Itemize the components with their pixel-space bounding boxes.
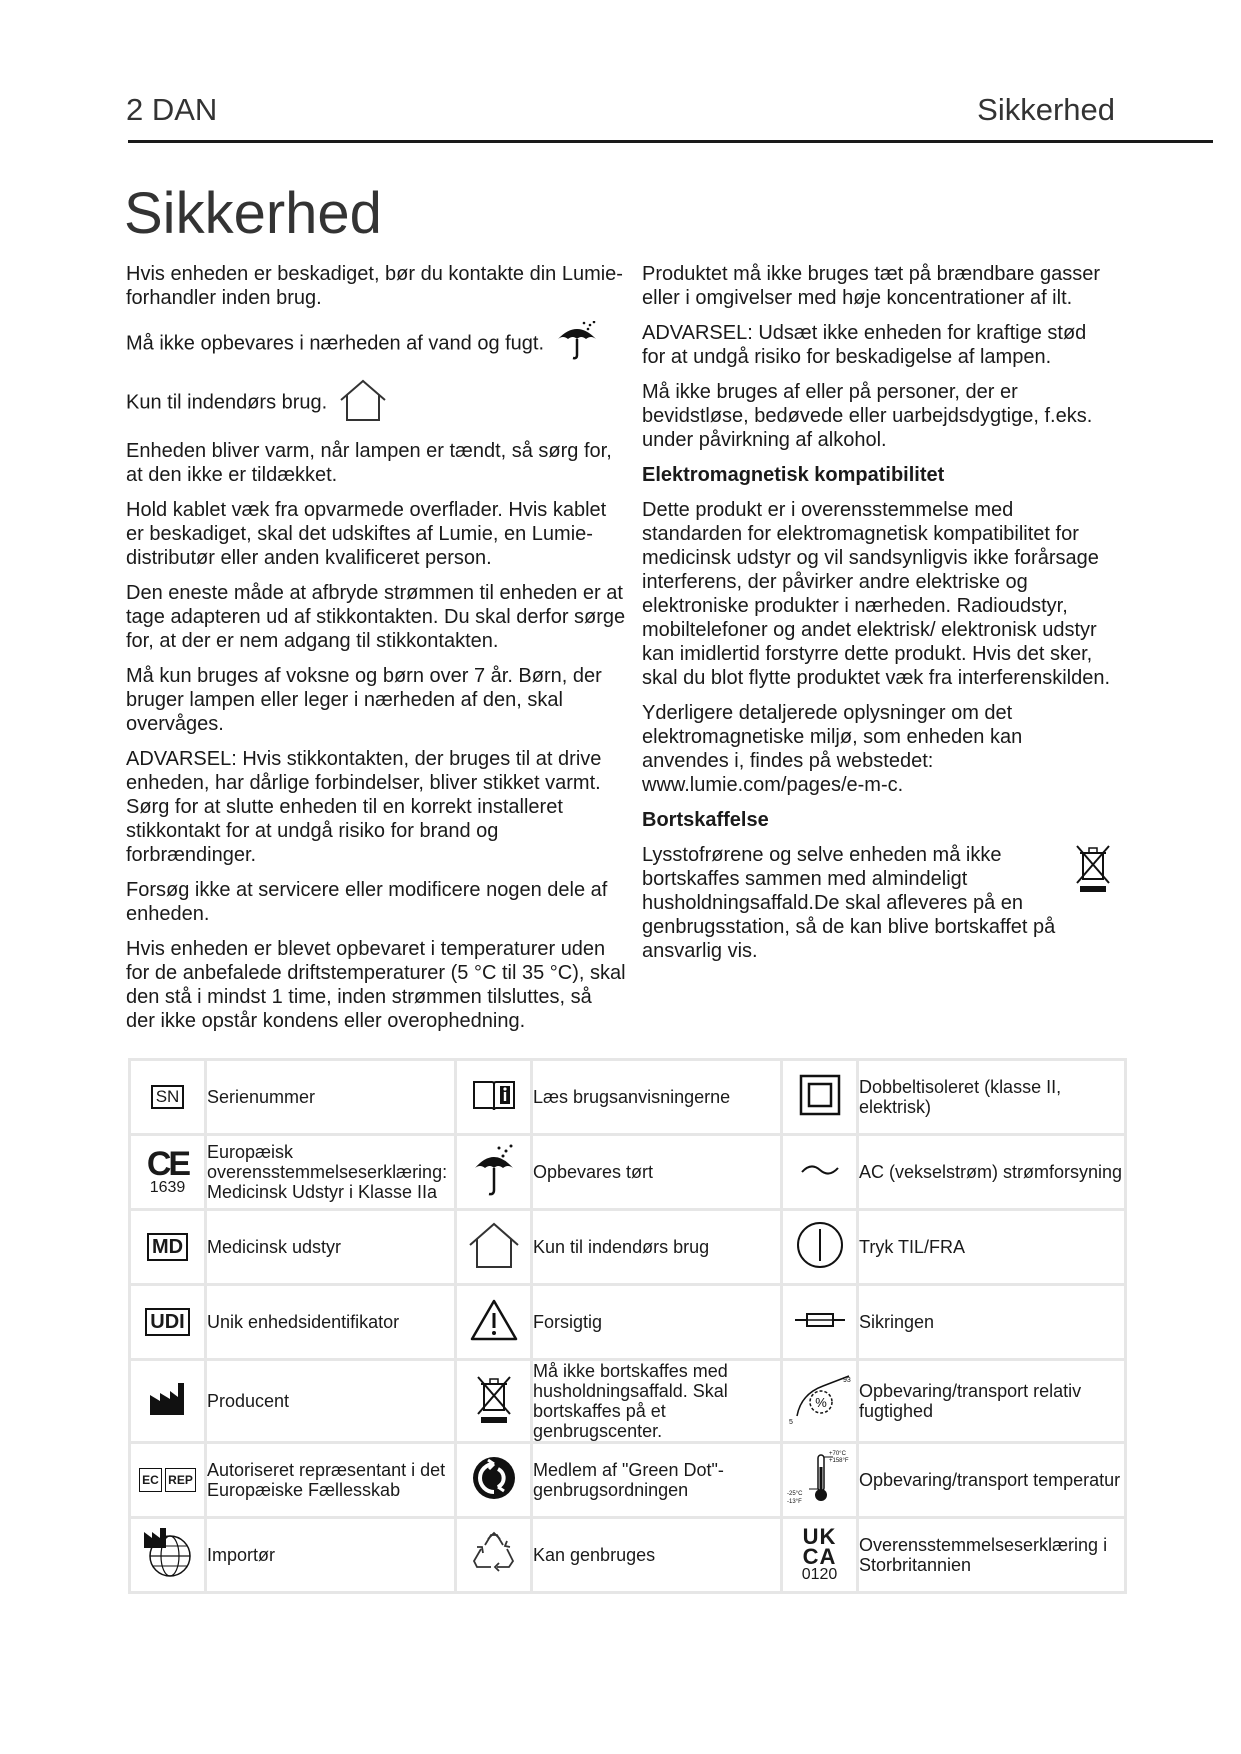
- table-row: [130, 1285, 1126, 1360]
- symbol-label: Importør: [206, 1518, 456, 1593]
- house-icon: [337, 378, 389, 428]
- table-row: [130, 1518, 1126, 1593]
- read-instructions-icon: [456, 1060, 532, 1135]
- symbol-label: Opbevaring/transport relativ fugtighed: [858, 1360, 1126, 1443]
- symbol-label: Tryk TIL/FRA: [858, 1210, 1126, 1285]
- disposal-text: Lysstofrørene og selve enheden må ikke bortskaffes sammen med almindeligt husholdningsaffald.De skal afleveres på en genbrugsstation, så de kan blive bortskaffet på ansvarlig vis.: [642, 844, 1056, 962]
- symbol-label: Dobbeltisoleret (klasse II, elektrisk): [858, 1060, 1126, 1135]
- safety-paragraph: [126, 321, 626, 367]
- serial-number-icon: SN: [130, 1060, 206, 1135]
- table-row: [130, 1210, 1126, 1285]
- symbol-label: Sikringen: [858, 1285, 1126, 1360]
- power-switch-icon: [782, 1210, 858, 1285]
- udi-icon: UDI: [130, 1285, 206, 1360]
- humidity-limit-icon: [782, 1360, 858, 1443]
- header-section-number: 2 DAN: [126, 92, 218, 127]
- symbol-label: Kun til indendørs brug: [532, 1210, 782, 1285]
- safety-paragraph: Produktet må ikke bruges tæt på brændbare gasser eller i omgivelser med høje koncentrationer af ilt.: [642, 263, 1101, 309]
- safety-paragraph: Hvis enheden er beskadiget, bør du kontakte din Lumie-forhandler inden brug.: [126, 263, 623, 309]
- svg-text:+158°F: +158°F: [828, 1458, 849, 1464]
- weee-bin-icon: [1074, 843, 1112, 899]
- right-column: [642, 262, 1112, 974]
- svg-text:%: %: [814, 1395, 827, 1410]
- symbol-label: Opbevaring/transport temperatur: [858, 1443, 1126, 1518]
- umbrella-icon: [554, 321, 600, 367]
- symbol-label: Medicinsk udstyr: [206, 1210, 456, 1285]
- recyclable-icon: [456, 1518, 532, 1593]
- symbol-label: Serienummer: [206, 1060, 456, 1135]
- importer-icon: [130, 1518, 206, 1593]
- ec-rep-icon: EC REP: [130, 1443, 206, 1518]
- safety-paragraph: Må ikke bruges af eller på personer, der er bevidstløse, bedøvede eller uarbejdsdygtige, f.eks. under påvirkning af alkohol.: [642, 381, 1093, 451]
- symbol-label: Må ikke bortskaffes med husholdningsaffald. Skal bortskaffes på et genbrugscenter.: [532, 1360, 782, 1443]
- safety-paragraph: Hvis enheden er blevet opbevaret i temperaturer uden for de anbefalede driftstemperaturer (5 °C til 35 °C), skal den stå i mindst 1 time, inden strømmen tilsluttes, så der ikke opstår kondens eller overophedning.: [126, 938, 626, 1032]
- green-dot-icon: [456, 1443, 532, 1518]
- umbrella-icon: [456, 1135, 532, 1210]
- ce-mark-icon: CE 1639: [130, 1135, 206, 1210]
- svg-text:-13°F: -13°F: [786, 1499, 802, 1505]
- safety-paragraph: Må kun bruges af voksne og børn over 7 år. Børn, der bruger lampen eller leger i nærheden af den, skal overvåges.: [126, 665, 602, 735]
- header-section-title: Sikkerhed: [977, 92, 1115, 127]
- keep-dry-note: Må ikke opbevares i nærheden af vand og fugt.: [126, 332, 545, 355]
- symbol-label: Forsigtig: [532, 1285, 782, 1360]
- safety-paragraph: Hold kablet væk fra opvarmede overflader. Hvis kablet er beskadiget, skal det udskiftes af Lumie, en Lumie-distributør eller anden kvalificeret person.: [126, 499, 607, 569]
- emc-paragraph: Dette produkt er i overensstemmelse med standarden for elektromagnetisk kompatibilitet for medicinsk udstyr og vil sandsynligvis ikke forårsage interferens, der påvirker andre elektriske og elektroniske produkter i nærheden. Radioudstyr, mobiltelefoner og andet elektrisk/ elektronisk udstyr kan imidlertid forstyrre dette produkt. Hvis det sker, skal du blot flytte produktet væk fra interferenskilden.: [642, 499, 1111, 689]
- table-row: [130, 1135, 1126, 1210]
- safety-paragraph: Forsøg ikke at servicere eller modificere nogen dele af enheden.: [126, 879, 608, 925]
- house-icon: [456, 1210, 532, 1285]
- caution-icon: [456, 1285, 532, 1360]
- ac-current-icon: [782, 1135, 858, 1210]
- symbol-label: Producent: [206, 1360, 456, 1443]
- table-row: [130, 1360, 1126, 1443]
- symbol-label: Læs brugsanvisningerne: [532, 1060, 782, 1135]
- symbol-label: Overensstemmelseserklæring i Storbritannien: [858, 1518, 1126, 1593]
- emc-heading: Elektromagnetisk kompatibilitet: [642, 464, 945, 486]
- symbol-label: Unik enhedsidentifikator: [206, 1285, 456, 1360]
- safety-paragraph: Den eneste måde at afbryde strømmen til enheden er at tage adapteren ud af stikkontakten. Du skal derfor sørge for, at der er nem adgang til stikkontakten.: [126, 582, 626, 652]
- ukca-mark-icon: UK CA 0120: [782, 1518, 858, 1593]
- indoor-use-note: Kun til indendørs brug.: [126, 391, 328, 414]
- manufacturer-icon: [130, 1360, 206, 1443]
- safety-paragraph: Enheden bliver varm, når lampen er tændt, så sørg for, at den ikke er tildækket.: [126, 440, 612, 486]
- header-divider: [128, 140, 1213, 143]
- symbol-table: [128, 1058, 1127, 1594]
- svg-text:93: 93: [842, 1377, 851, 1384]
- svg-text:-25°C: -25°C: [786, 1491, 802, 1497]
- safety-paragraph: ADVARSEL: Udsæt ikke enheden for kraftige stød for at undgå risiko for beskadigelse af lampen.: [642, 322, 1087, 368]
- symbol-label: Autoriseret repræsentant i det Europæiske Fællesskab: [206, 1443, 456, 1518]
- safety-paragraph: ADVARSEL: Hvis stikkontakten, der bruges til at drive enheden, har dårlige forbindelser, bliver stikket varmt. Sørg for at slutte enheden til en korrekt installeret stikkontakt for at undgå risiko for brand og forbrændinger.: [126, 748, 602, 866]
- temperature-limit-icon: [782, 1443, 858, 1518]
- table-row: [130, 1060, 1126, 1135]
- table-row: [130, 1443, 1126, 1518]
- emc-link-paragraph: Yderligere detaljerede oplysninger om det elektromagnetiske miljø, som enheden kan anvendes i, findes på webstedet: www.lumie.com/pages/e-m-c.: [642, 702, 1023, 796]
- safety-paragraph: [126, 378, 626, 428]
- symbol-label: AC (vekselstrøm) strømforsyning: [858, 1135, 1126, 1210]
- left-column: [126, 262, 626, 1044]
- symbol-label: Europæisk overensstemmelseserklæring: Medicinsk Udstyr i Klasse IIa: [206, 1135, 456, 1210]
- weee-bin-icon: [456, 1360, 532, 1443]
- medical-device-icon: MD: [130, 1210, 206, 1285]
- disposal-paragraph: [642, 843, 1112, 963]
- svg-text:+70°C: +70°C: [828, 1451, 846, 1457]
- symbol-label: Kan genbruges: [532, 1518, 782, 1593]
- page-title: Sikkerhed: [124, 181, 382, 246]
- symbol-label: Medlem af "Green Dot"-genbrugsordningen: [532, 1443, 782, 1518]
- svg-text:5: 5: [788, 1419, 793, 1426]
- fuse-icon: [782, 1285, 858, 1360]
- symbol-label: Opbevares tørt: [532, 1135, 782, 1210]
- double-insulated-icon: [782, 1060, 858, 1135]
- disposal-heading: Bortskaffelse: [642, 809, 769, 831]
